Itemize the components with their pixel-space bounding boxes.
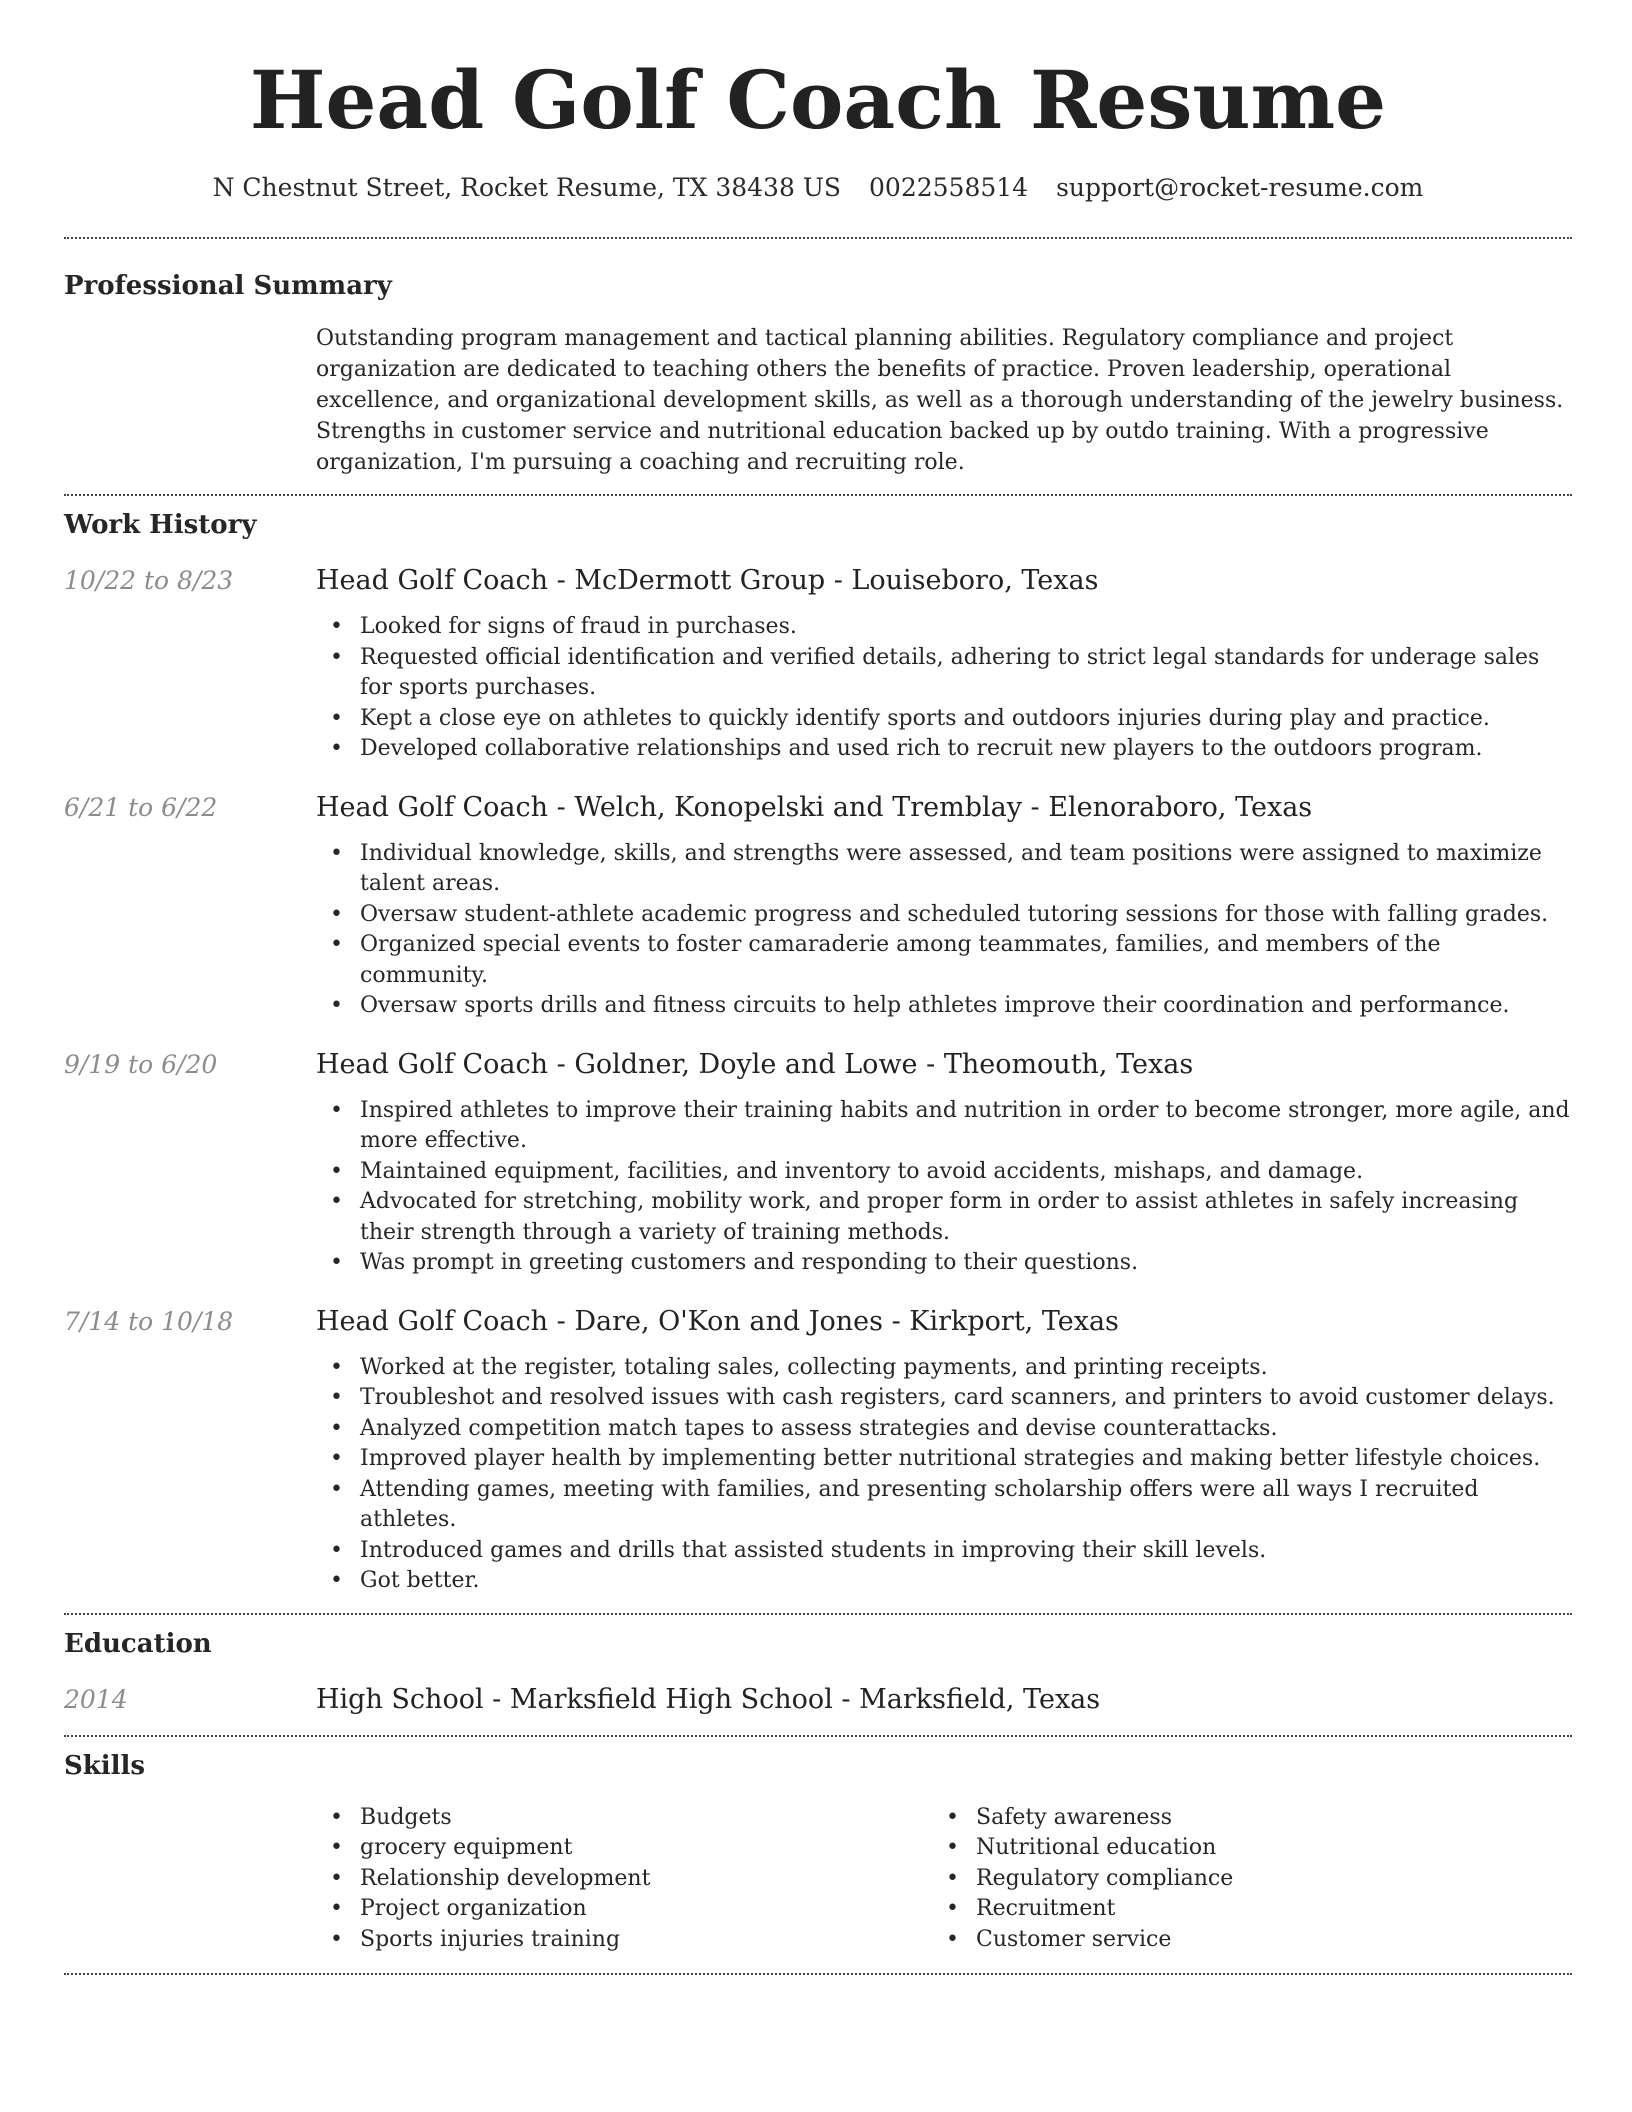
education-entry — [64, 1683, 1572, 1717]
skills-list-right — [932, 1803, 1548, 1956]
list-item: • Individual knowledge, skills, and strengths were assessed, and team positions were assigned to maximize talent areas. — [316, 839, 1572, 900]
skill-item: • Recruitment — [932, 1894, 1548, 1925]
phone: 0022558514 — [869, 173, 1029, 202]
list-item: • Developed collaborative relationships and used rich to recruit new players to the outdoors program. — [316, 734, 1572, 765]
skill-item: • Budgets — [316, 1803, 932, 1834]
job-bullets — [316, 612, 1572, 765]
list-item: • Worked at the register, totaling sales, collecting payments, and printing receipts. — [316, 1353, 1572, 1384]
work-history-heading: Work History — [64, 510, 257, 540]
job-entry — [64, 564, 1572, 765]
list-item: • Inspired athletes to improve their training habits and nutrition in order to become stronger, more agile, and more effective. — [316, 1096, 1572, 1157]
list-item: • Organized special events to foster camaraderie among teammates, families, and members of the community. — [316, 930, 1572, 991]
list-item: • Oversaw student-athlete academic progress and scheduled tutoring sessions for those with falling grades. — [316, 900, 1572, 931]
list-item: • Analyzed competition match tapes to assess strategies and devise counterattacks. — [316, 1414, 1572, 1445]
skill-item: • Customer service — [932, 1925, 1548, 1956]
skill-item: • Regulatory compliance — [932, 1864, 1548, 1895]
skill-item: • Sports injuries training — [316, 1925, 932, 1956]
skills-columns — [316, 1803, 1572, 1956]
list-item: • Troubleshot and resolved issues with cash registers, card scanners, and printers to avoid customer delays. — [316, 1383, 1572, 1414]
job-entry — [64, 1305, 1572, 1597]
list-item: • Improved player health by implementing better nutritional strategies and making better lifestyle choices. — [316, 1444, 1572, 1475]
skill-item: • Relationship development — [316, 1864, 932, 1895]
list-item: • Was prompt in greeting customers and responding to their questions. — [316, 1248, 1572, 1279]
skills-spacer — [64, 1803, 316, 1956]
skill-item: • Project organization — [316, 1894, 932, 1925]
job-dates: 7/14 to 10/18 — [64, 1306, 234, 1336]
list-item: • Advocated for stretching, mobility work, and proper form in order to assist athletes in safely increasing their strength through a variety of training methods. — [316, 1187, 1572, 1248]
skills-section — [64, 1749, 1572, 1956]
education-section — [64, 1627, 1572, 1717]
education-year: 2014 — [64, 1684, 128, 1714]
job-heading: Head Golf Coach - Dare, O'Kon and Jones - Kirkport, Texas — [316, 1305, 1119, 1337]
list-item: • Got better. — [316, 1566, 1572, 1597]
job-entry — [64, 1048, 1572, 1279]
list-item: • Introduced games and drills that assisted students in improving their skill levels. — [316, 1536, 1572, 1567]
list-item: • Attending games, meeting with families, and presenting scholarship offers were all ways I recruited athletes. — [316, 1475, 1572, 1536]
email: support@rocket-resume.com — [1056, 173, 1424, 202]
skill-item: • Safety awareness — [932, 1803, 1548, 1834]
job-heading: Head Golf Coach - Welch, Konopelski and Tremblay - Elenoraboro, Texas — [316, 791, 1313, 823]
divider — [64, 494, 1572, 496]
education-heading: Education — [64, 1628, 212, 1659]
job-dates: 9/19 to 6/20 — [64, 1049, 218, 1079]
summary-section — [64, 269, 1572, 478]
job-dates: 10/22 to 8/23 — [64, 566, 234, 595]
divider — [64, 1735, 1572, 1737]
list-item: • Oversaw sports drills and fitness circuits to help athletes improve their coordination and performance. — [316, 991, 1572, 1022]
summary-spacer — [64, 323, 316, 478]
divider — [64, 237, 1572, 239]
list-item: • Requested official identification and verified details, adhering to strict legal standards for underage sales for sports purchases. — [316, 643, 1572, 704]
job-heading: Head Golf Coach - Goldner, Doyle and Lowe - Theomouth, Texas — [316, 1048, 1194, 1080]
job-bullets — [316, 1096, 1572, 1279]
summary-text: Outstanding program management and tactical planning abilities. Regulatory compliance and project organization are dedicated to teaching others the benefits of practice. Proven leadership, operational excellence, and organizational development skills, as well as a thorough understanding of the jewelry business. Strengths in customer service and nutritional education backed up by outdo training. With a progressive organization, I'm pursuing a coaching and recruiting role. — [316, 326, 1564, 475]
list-item: • Looked for signs of fraud in purchases. — [316, 612, 1572, 643]
skills-heading: Skills — [64, 1750, 146, 1781]
job-heading: Head Golf Coach - McDermott Group - Louiseboro, Texas — [316, 565, 1099, 596]
education-heading-line: High School - Marksfield High School - Marksfield, Texas — [316, 1683, 1101, 1715]
job-entry — [64, 791, 1572, 1022]
list-item: • Maintained equipment, facilities, and inventory to avoid accidents, mishaps, and damage. — [316, 1157, 1572, 1188]
resume-page — [64, 52, 1572, 1975]
job-bullets — [316, 1353, 1572, 1597]
address: N Chestnut Street, Rocket Resume, TX 38438 US — [212, 173, 842, 202]
skill-item: • Nutritional education — [932, 1833, 1548, 1864]
divider — [64, 1613, 1572, 1615]
list-item: • Kept a close eye on athletes to quickly identify sports and outdoors injuries during play and practice. — [316, 704, 1572, 735]
skills-list-left — [316, 1803, 932, 1956]
summary-heading: Professional Summary — [64, 271, 392, 301]
skill-item: • grocery equipment — [316, 1833, 932, 1864]
work-history-section — [64, 508, 1572, 1597]
divider — [64, 1973, 1572, 1975]
contact-line — [64, 172, 1572, 204]
job-dates: 6/21 to 6/22 — [64, 792, 218, 822]
job-bullets — [316, 839, 1572, 1022]
resume-title: Head Golf Coach Resume — [249, 53, 1387, 147]
